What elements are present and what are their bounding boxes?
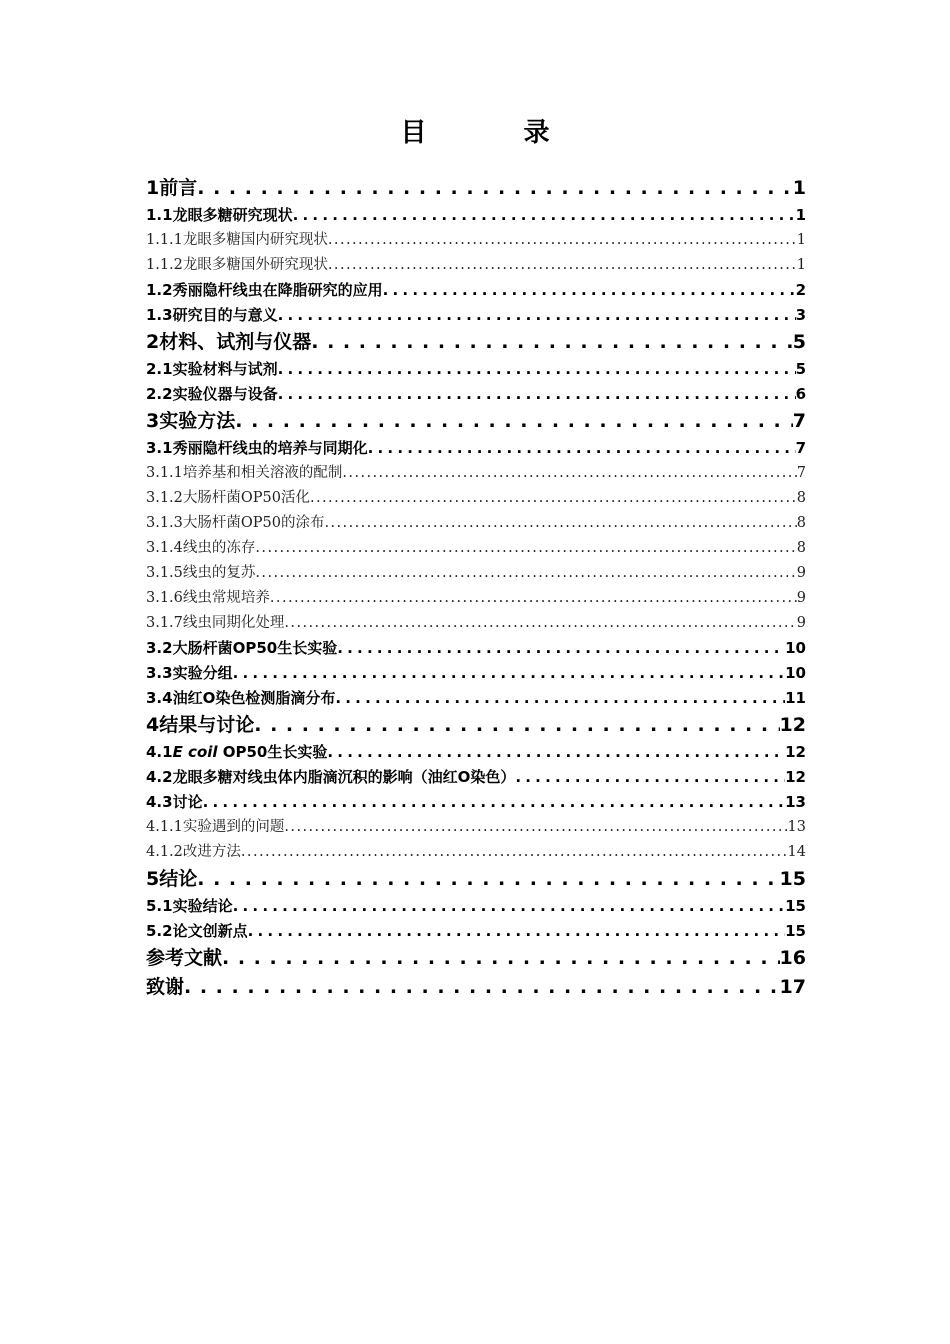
toc-page-number: 13 [785, 793, 806, 811]
toc-dot-leader [254, 711, 779, 740]
toc-entry[interactable] [146, 636, 806, 661]
toc-dot-leader [233, 894, 786, 919]
toc-dot-leader [278, 357, 796, 382]
toc-entry[interactable] [146, 894, 806, 919]
toc-dot-leader [248, 919, 786, 944]
toc-entry[interactable] [146, 973, 806, 1002]
toc-entry-label: 3.1.3大肠杆菌OP50的涂布 [146, 515, 325, 531]
toc-dot-leader [255, 561, 796, 586]
toc-entry-label: 3.1.4线虫的冻存 [146, 540, 256, 556]
toc-page-number: 10 [785, 639, 806, 657]
toc-entry[interactable] [146, 382, 806, 407]
toc-dot-leader [255, 536, 796, 561]
toc-page-number: 8 [796, 490, 806, 506]
toc-entry-label: 2材料、试剂与仪器 [146, 331, 312, 353]
toc-dot-leader [235, 407, 793, 436]
table-of-contents [146, 174, 806, 1002]
toc-page-number: 7 [796, 465, 806, 481]
toc-dot-leader [278, 382, 796, 407]
toc-page-number: 7 [795, 439, 806, 457]
toc-entry[interactable] [146, 919, 806, 944]
toc-entry-label: 4.3讨论 [146, 793, 203, 811]
toc-page-number: 9 [796, 615, 806, 631]
toc-entry[interactable] [146, 328, 806, 357]
toc-dot-leader [203, 790, 786, 815]
toc-page-number: 8 [796, 540, 806, 556]
toc-entry[interactable] [146, 303, 806, 328]
toc-entry-label: 3.1.2大肠杆菌OP50活化 [146, 490, 310, 506]
toc-page-number: 12 [785, 743, 806, 761]
toc-page-number: 3 [795, 306, 806, 324]
toc-page-number: 15 [785, 897, 806, 915]
toc-entry[interactable] [146, 253, 806, 278]
toc-entry-label: 4.2龙眼多糖对线虫体内脂滴沉积的影响（油红O染色） [146, 768, 516, 786]
toc-entry[interactable] [146, 407, 806, 436]
toc-entry-label: 3.1秀丽隐杆线虫的培养与同期化 [146, 439, 368, 457]
toc-dot-leader [197, 865, 779, 894]
toc-entry-label: 3.1.6线虫常规培养 [146, 590, 270, 606]
toc-dot-leader [328, 253, 797, 278]
toc-entry[interactable] [146, 228, 806, 253]
toc-entry[interactable] [146, 740, 806, 765]
toc-entry[interactable] [146, 357, 806, 382]
toc-entry[interactable] [146, 865, 806, 894]
toc-page-number: 8 [796, 515, 806, 531]
page-title: 目 录 [400, 118, 594, 148]
toc-entry[interactable] [146, 436, 806, 461]
toc-page-number: 17 [779, 976, 806, 998]
toc-dot-leader [325, 511, 797, 536]
toc-page-number: 6 [795, 385, 806, 403]
toc-page-number: 1 [796, 257, 806, 273]
toc-entry-label: 2.2实验仪器与设备 [146, 385, 278, 403]
toc-entry-label: 3.1.1培养基和相关溶液的配制 [146, 465, 343, 481]
toc-dot-leader [310, 486, 797, 511]
toc-dot-leader [335, 686, 785, 711]
toc-dot-leader [241, 840, 788, 865]
toc-page-number: 15 [779, 868, 806, 890]
toc-page-number: 2 [795, 281, 806, 299]
toc-entry[interactable] [146, 661, 806, 686]
toc-entry[interactable] [146, 611, 806, 636]
toc-dot-leader [327, 740, 785, 765]
toc-dot-leader [284, 815, 787, 840]
toc-page-number: 15 [785, 922, 806, 940]
toc-page-number: 9 [796, 590, 806, 606]
toc-dot-leader [383, 278, 796, 303]
toc-entry-label: 4.1.2改进方法 [146, 844, 241, 860]
toc-dot-leader [233, 661, 786, 686]
toc-entry[interactable] [146, 586, 806, 611]
toc-entry-label: 3实验方法 [146, 410, 236, 432]
toc-page-number: 5 [795, 360, 806, 378]
toc-entry-label: 参考文献 [146, 947, 223, 969]
toc-entry-label: 4.1E coil OP50生长实验 [146, 743, 328, 761]
toc-dot-leader [337, 636, 785, 661]
toc-page-number: 1 [796, 232, 806, 248]
toc-dot-leader [342, 461, 796, 486]
toc-entry[interactable] [146, 203, 806, 228]
toc-dot-leader [328, 228, 797, 253]
toc-entry-label: 致谢 [146, 976, 185, 998]
toc-entry-label: 3.1.7线虫同期化处理 [146, 615, 285, 631]
toc-entry-label: 5.1实验结论 [146, 897, 233, 915]
toc-entry-label: 4.1.1实验遇到的问题 [146, 819, 285, 835]
toc-entry[interactable] [146, 511, 806, 536]
toc-entry[interactable] [146, 815, 806, 840]
toc-entry-label: 1.1.2龙眼多糖国外研究现状 [146, 257, 328, 273]
toc-dot-leader [222, 944, 780, 973]
toc-entry[interactable] [146, 944, 806, 973]
toc-entry-label: 2.1实验材料与试剂 [146, 360, 278, 378]
toc-entry-label: 5结论 [146, 868, 198, 890]
toc-dot-leader [278, 303, 796, 328]
toc-page-number: 11 [785, 689, 806, 707]
toc-entry-label: 1.1龙眼多糖研究现状 [146, 206, 293, 224]
toc-page-number: 1 [792, 177, 806, 199]
toc-page-number: 12 [785, 768, 806, 786]
toc-page-number: 7 [792, 410, 806, 432]
toc-entry-label: 3.2大肠杆菌OP50生长实验 [146, 639, 338, 657]
toc-dot-leader [184, 973, 780, 1002]
toc-page-number: 12 [779, 714, 806, 736]
toc-entry-label: 1前言 [146, 177, 198, 199]
toc-entry[interactable] [146, 561, 806, 586]
toc-entry[interactable] [146, 840, 806, 865]
toc-entry[interactable] [146, 686, 806, 711]
toc-entry-label: 3.4油红O染色检测脂滴分布 [146, 689, 336, 707]
toc-entry[interactable] [146, 765, 806, 790]
toc-entry-label: 5.2论文创新点 [146, 922, 248, 940]
toc-page-number: 10 [785, 664, 806, 682]
toc-page-number: 16 [779, 947, 806, 969]
toc-dot-leader [270, 586, 797, 611]
toc-page-number: 1 [795, 206, 806, 224]
toc-entry[interactable] [146, 536, 806, 561]
toc-entry-label: 4结果与讨论 [146, 714, 255, 736]
toc-dot-leader [368, 436, 796, 461]
toc-dot-leader [515, 765, 785, 790]
toc-entry[interactable] [146, 278, 806, 303]
toc-dot-leader [197, 174, 793, 203]
toc-page-number: 5 [792, 331, 806, 353]
toc-entry[interactable] [146, 174, 806, 203]
toc-page-number: 14 [787, 844, 806, 860]
toc-page-number: 9 [796, 565, 806, 581]
toc-entry-label: 1.1.1龙眼多糖国内研究现状 [146, 232, 328, 248]
toc-entry[interactable] [146, 486, 806, 511]
toc-dot-leader [311, 328, 793, 357]
toc-entry[interactable] [146, 711, 806, 740]
toc-dot-leader [293, 203, 796, 228]
toc-entry[interactable] [146, 790, 806, 815]
toc-entry-label: 1.2秀丽隐杆线虫在降脂研究的应用 [146, 281, 383, 299]
toc-entry-label: 3.1.5线虫的复苏 [146, 565, 256, 581]
toc-entry[interactable] [146, 461, 806, 486]
toc-entry-label: 3.3实验分组 [146, 664, 233, 682]
toc-entry-label: 1.3研究目的与意义 [146, 306, 278, 324]
toc-page-number: 13 [787, 819, 806, 835]
toc-dot-leader [284, 611, 796, 636]
